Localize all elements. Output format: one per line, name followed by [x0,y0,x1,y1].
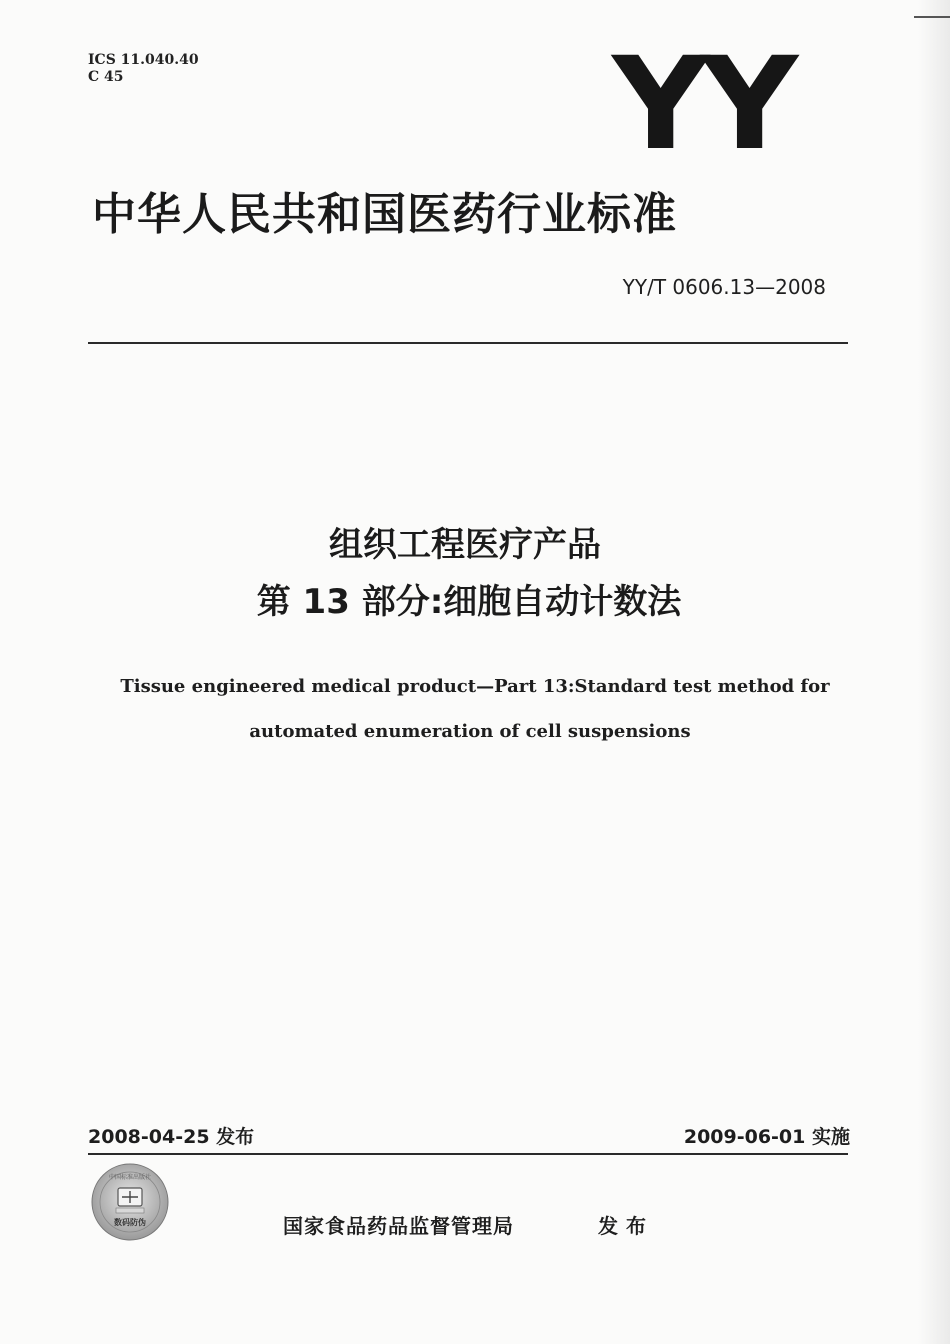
seal-bottom-text: 数码防伪 [114,1218,146,1227]
anti-counterfeit-seal-icon [90,1162,170,1242]
standard-number: YY/T 0606.13—2008 [622,275,826,299]
english-title-line2: automated enumeration of cell suspensions [249,721,691,742]
classification-codes [88,52,199,86]
chinese-title-line2: 第 13 部分:细胞自动计数法 [256,582,682,622]
issue-date: 2008-04-25 发布 [88,1126,255,1148]
english-title-line1: Tissue engineered medical product—Part 13:Standard test method for [120,676,830,697]
page-edge-mark [914,16,950,18]
header-title: 中华人民共和国医药行业标准 [92,189,677,240]
chinese-title-line1: 组织工程医疗产品 [329,525,601,565]
issue-word: 发布 [598,1214,654,1238]
issuing-authority: 国家食品药品监督管理局 [283,1214,514,1238]
ccs-code: C 45 [88,69,124,85]
page-edge-shadow [918,0,950,1344]
seal-top-text: 中国标准出版社 [108,1174,152,1181]
implementation-date: 2009-06-01 实施 [683,1126,850,1148]
bottom-divider [88,1153,848,1155]
yy-logo: YY [612,30,790,179]
ics-code: ICS 11.040.40 [88,52,199,68]
top-divider [88,342,848,344]
